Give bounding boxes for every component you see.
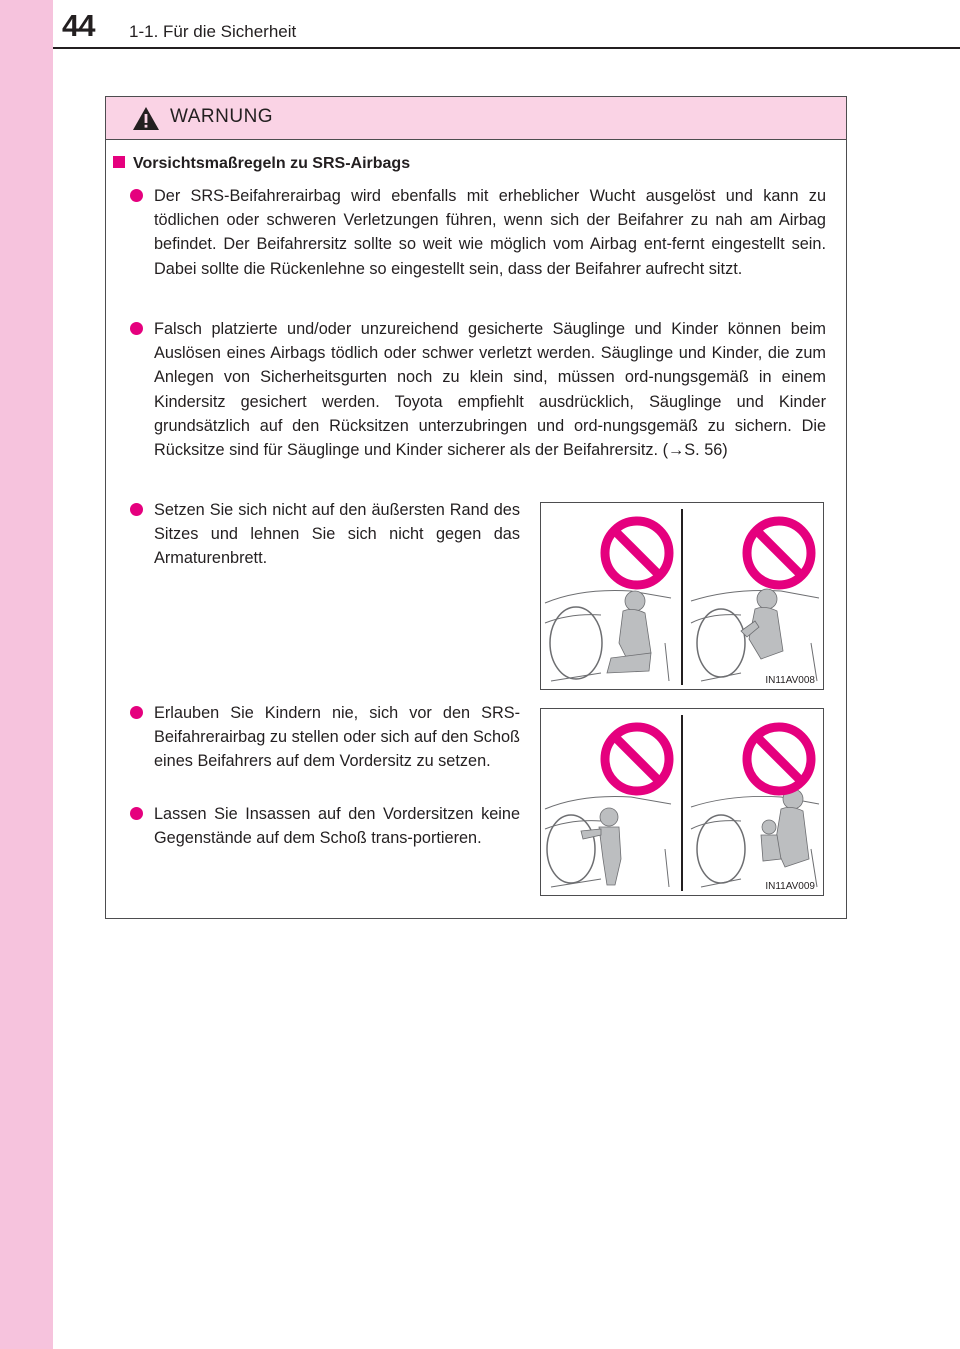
bullet-dot-icon (130, 706, 143, 719)
bullet-text: Falsch platzierte und/oder unzureichend gesicherte Säuglinge und Kinder können beim Auslösen eines Airbags tödlich oder schwer verletzt werden. Säuglinge und Kinder, die zum Anlegen von Sicherheitsgurten noch zu klein sind, müssen ord-nungsgemäß in einem Kindersitz gesichert werden. Toyota empfiehlt ausdrücklich, Säuglinge und Kinder grundsätzlich auf den Rücksitzen unterzubringen und ord-nungsgemäß zu sichern. Die Rücksitze sind für Säuglinge und Kinder sicherer als der Beifahrersitz. (→S. 56) (154, 320, 826, 460)
page-number: 44 (62, 8, 95, 43)
warning-header (106, 97, 846, 140)
subheading-text: Vorsichtsmaßregeln zu SRS-Airbags (133, 155, 411, 172)
bullet-text: Setzen Sie sich nicht auf den äußersten Rand des Sitzes und lehnen Sie sich nicht gegen das Armaturenbrett. (154, 501, 520, 568)
bullet-child-lap (154, 701, 520, 774)
bullet-text: Der SRS-Beifahrerairbag wird ebenfalls mit erheblicher Wucht ausgelöst und kann zu tödlichen oder schweren Verletzungen führen, wenn sich der Beifahrer zu nah am Airbag befindet. Der Beifahrersitz sollte so weit wie möglich vom Airbag ent-fernt eingestellt sein. Dabei sollte die Rückenlehne so eingestellt sein, dass der Beifahrer aufrecht sitzt. (154, 187, 826, 278)
section-title: 1-1. Für die Sicherheit (129, 22, 297, 41)
illustration-drawing (541, 503, 823, 689)
prohibition-icon (605, 727, 669, 791)
bullet-text: Lassen Sie Insassen auf den Vordersitzen keine Gegenstände auf dem Schoß trans-portieren. (154, 805, 520, 848)
square-bullet-icon (113, 156, 125, 168)
bullet-children (154, 317, 826, 462)
bullet-text: Erlauben Sie Kindern nie, sich vor den SRS-Beifahrerairbag zu stellen oder sich auf den Schoß eines Beifahrers auf dem Vordersitz zu setzen. (154, 704, 520, 771)
bullet-dot-icon (130, 189, 143, 202)
illustration-child-airbag (540, 708, 824, 896)
bullet-dot-icon (130, 807, 143, 820)
bullet-seat-edge (154, 498, 520, 571)
illustration-code: IN11AV008 (765, 675, 815, 686)
illustration-code: IN11AV009 (765, 881, 815, 892)
warning-title: WARNUNG (170, 106, 274, 127)
bullet-dot-icon (130, 503, 143, 516)
illustration-drawing (541, 709, 823, 895)
subheading (113, 155, 410, 173)
bullet-airbag-force (154, 184, 826, 281)
bullet-lap-objects (154, 802, 520, 850)
illustration-leaning-dashboard (540, 502, 824, 690)
header-rule (53, 47, 960, 49)
side-color-strip (0, 0, 53, 1349)
prohibition-icon (605, 521, 669, 585)
prohibition-icon (747, 521, 811, 585)
warning-triangle-icon (132, 106, 160, 131)
bullet-dot-icon (130, 322, 143, 335)
warning-box (105, 96, 847, 919)
prohibition-icon (747, 727, 811, 791)
